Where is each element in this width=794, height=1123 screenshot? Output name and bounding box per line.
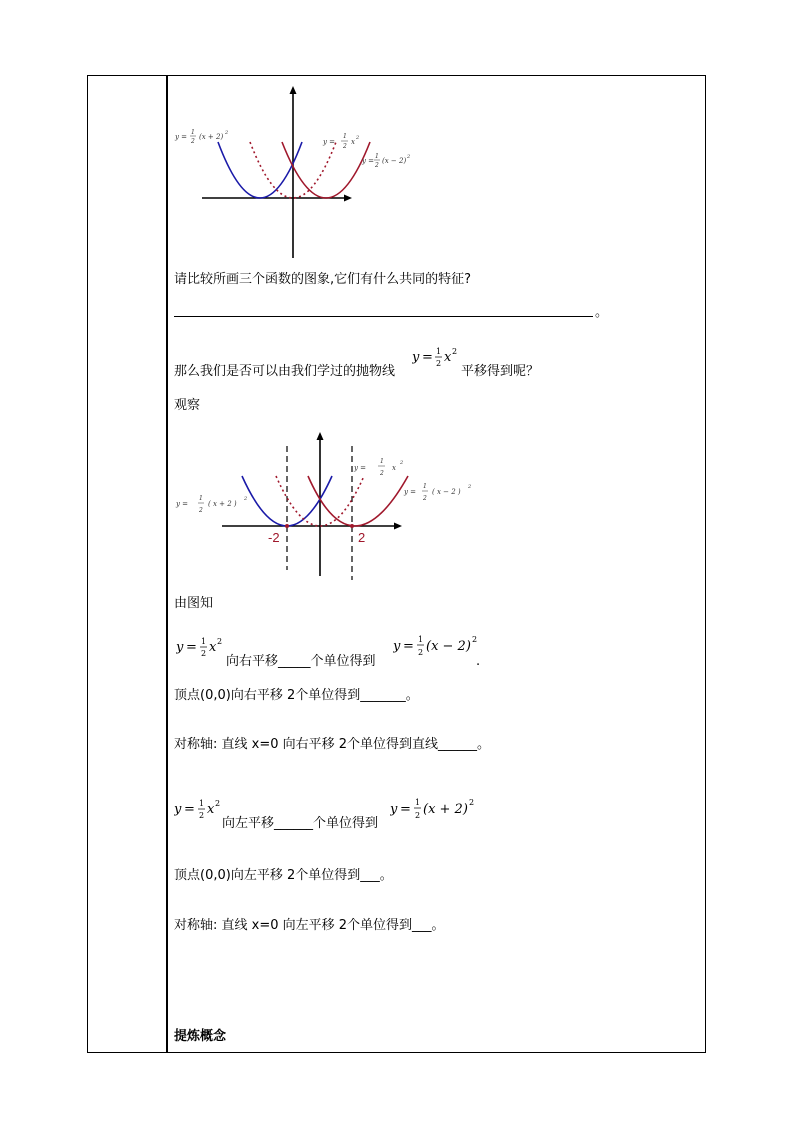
svg-text:2: 2 (472, 635, 478, 644)
equation-from-left (174, 796, 222, 826)
svg-text:2: 2 (423, 495, 427, 502)
svg-text:( x + 2 ): ( x + 2 ) (208, 500, 237, 508)
svg-text:1: 1 (418, 635, 424, 644)
svg-text:x: x (392, 464, 396, 472)
svg-text:y =: y = (354, 464, 367, 472)
svg-text:2: 2 (469, 798, 475, 807)
svg-text:=: = (403, 639, 414, 654)
label-mid (353, 458, 403, 477)
axis-left-question: 对称轴: 直线 x=0 向左平移 2个单位得到___。 (174, 918, 445, 933)
by-figure-label: 由图知 (174, 596, 214, 611)
svg-text:=: = (186, 640, 197, 655)
label-mid (322, 133, 359, 150)
svg-text:y =: y = (176, 500, 189, 508)
svg-text:2: 2 (375, 162, 379, 169)
svg-text:(x − 2): (x − 2) (426, 639, 471, 654)
svg-text:y: y (393, 639, 401, 654)
label-left (175, 495, 247, 514)
svg-text:x: x (444, 350, 452, 365)
svg-text:(x + 2): (x + 2) (423, 802, 468, 817)
svg-text:2: 2 (217, 637, 223, 646)
vertex-dot-left (285, 524, 289, 528)
curve-right (282, 142, 370, 198)
shift-left-text: 向左平移______个单位得到 (222, 816, 379, 831)
svg-text:2: 2 (244, 496, 248, 502)
axis-right-question: 对称轴: 直线 x=0 向右平移 2个单位得到直线______。 (174, 737, 491, 752)
svg-text:1: 1 (415, 798, 421, 807)
svg-text:2: 2 (407, 154, 411, 160)
svg-text:=: = (184, 802, 195, 817)
svg-text:y: y (390, 802, 398, 817)
label-left (174, 129, 228, 145)
answer-period: 。 (595, 305, 609, 320)
svg-text:2: 2 (436, 359, 442, 368)
question-translate-post: 平移得到呢？ (461, 364, 540, 379)
equation-to-right (393, 632, 483, 664)
equation-to-left (390, 795, 480, 827)
tick-label-right: 2 (358, 530, 366, 545)
svg-text:1: 1 (380, 458, 384, 465)
concept-heading: 提炼概念 (174, 1029, 227, 1044)
svg-text:2: 2 (225, 130, 229, 136)
label-right (403, 483, 471, 502)
svg-text:y =: y = (175, 133, 188, 141)
svg-text:y =: y = (404, 488, 417, 496)
svg-text:2: 2 (343, 143, 347, 150)
svg-text:2: 2 (418, 648, 424, 657)
svg-text:2: 2 (380, 470, 384, 477)
curve-left (218, 142, 302, 198)
x-axis-arrow (344, 195, 352, 202)
shift-right-text: 向右平移_____个单位得到 (226, 654, 376, 669)
svg-text:2: 2 (468, 484, 472, 490)
svg-text:x: x (209, 640, 217, 655)
svg-text:2: 2 (415, 811, 421, 820)
question-common-features: 请比较所画三个函数的图象,它们有什么共同的特征? (174, 272, 472, 287)
vertex-dot-right (350, 524, 354, 528)
svg-text:1: 1 (199, 495, 203, 502)
svg-text:2: 2 (201, 649, 207, 658)
figure-parabolas-2 (172, 430, 482, 580)
svg-text:1: 1 (436, 347, 442, 356)
svg-text:y =: y = (362, 157, 375, 165)
svg-text:2: 2 (199, 811, 205, 820)
svg-text:y: y (176, 640, 184, 655)
column-divider (166, 75, 168, 1053)
svg-text:y: y (174, 802, 182, 817)
svg-text:(x − 2): (x − 2) (382, 157, 407, 165)
svg-text:=: = (422, 350, 433, 365)
vertex-left-question: 顶点(0,0)向左平移 2个单位得到___。 (174, 868, 393, 883)
svg-text:2: 2 (191, 138, 195, 145)
svg-text:2: 2 (215, 799, 221, 808)
equation-from-right (176, 634, 224, 664)
svg-text:1: 1 (201, 637, 207, 646)
y-axis-arrow (290, 86, 297, 94)
svg-text:1: 1 (191, 129, 195, 136)
svg-text:y =: y = (323, 138, 336, 146)
vertex-right-question: 顶点(0,0)向右平移 2个单位得到_______。 (174, 688, 419, 703)
svg-text:(x + 2): (x + 2) (199, 133, 224, 141)
svg-text:2: 2 (400, 460, 404, 466)
svg-text:2: 2 (356, 135, 360, 141)
svg-text:y: y (412, 350, 420, 365)
svg-text:1: 1 (375, 153, 379, 160)
shift-right-end: . (476, 654, 481, 669)
svg-text:x: x (207, 802, 215, 817)
svg-text:1: 1 (343, 133, 347, 140)
svg-text:x: x (351, 138, 355, 146)
svg-text:2: 2 (452, 347, 458, 356)
x-axis-arrow (394, 523, 402, 530)
equation-half-x-squared (412, 344, 460, 374)
tick-label-left: -2 (268, 530, 280, 545)
question-translate-pre: 那么我们是否可以由我们学过的抛物线 (174, 364, 396, 379)
svg-text:( x − 2 ): ( x − 2 ) (432, 488, 461, 496)
figure-parabolas-1 (170, 84, 420, 262)
y-axis-arrow (317, 432, 324, 440)
answer-blank-line[interactable] (174, 316, 593, 317)
svg-text:1: 1 (199, 799, 205, 808)
observe-label: 观察 (174, 398, 201, 413)
svg-text:=: = (400, 802, 411, 817)
svg-text:1: 1 (423, 483, 427, 490)
label-right (361, 153, 410, 169)
svg-text:2: 2 (199, 507, 203, 514)
curve-right (308, 476, 408, 526)
